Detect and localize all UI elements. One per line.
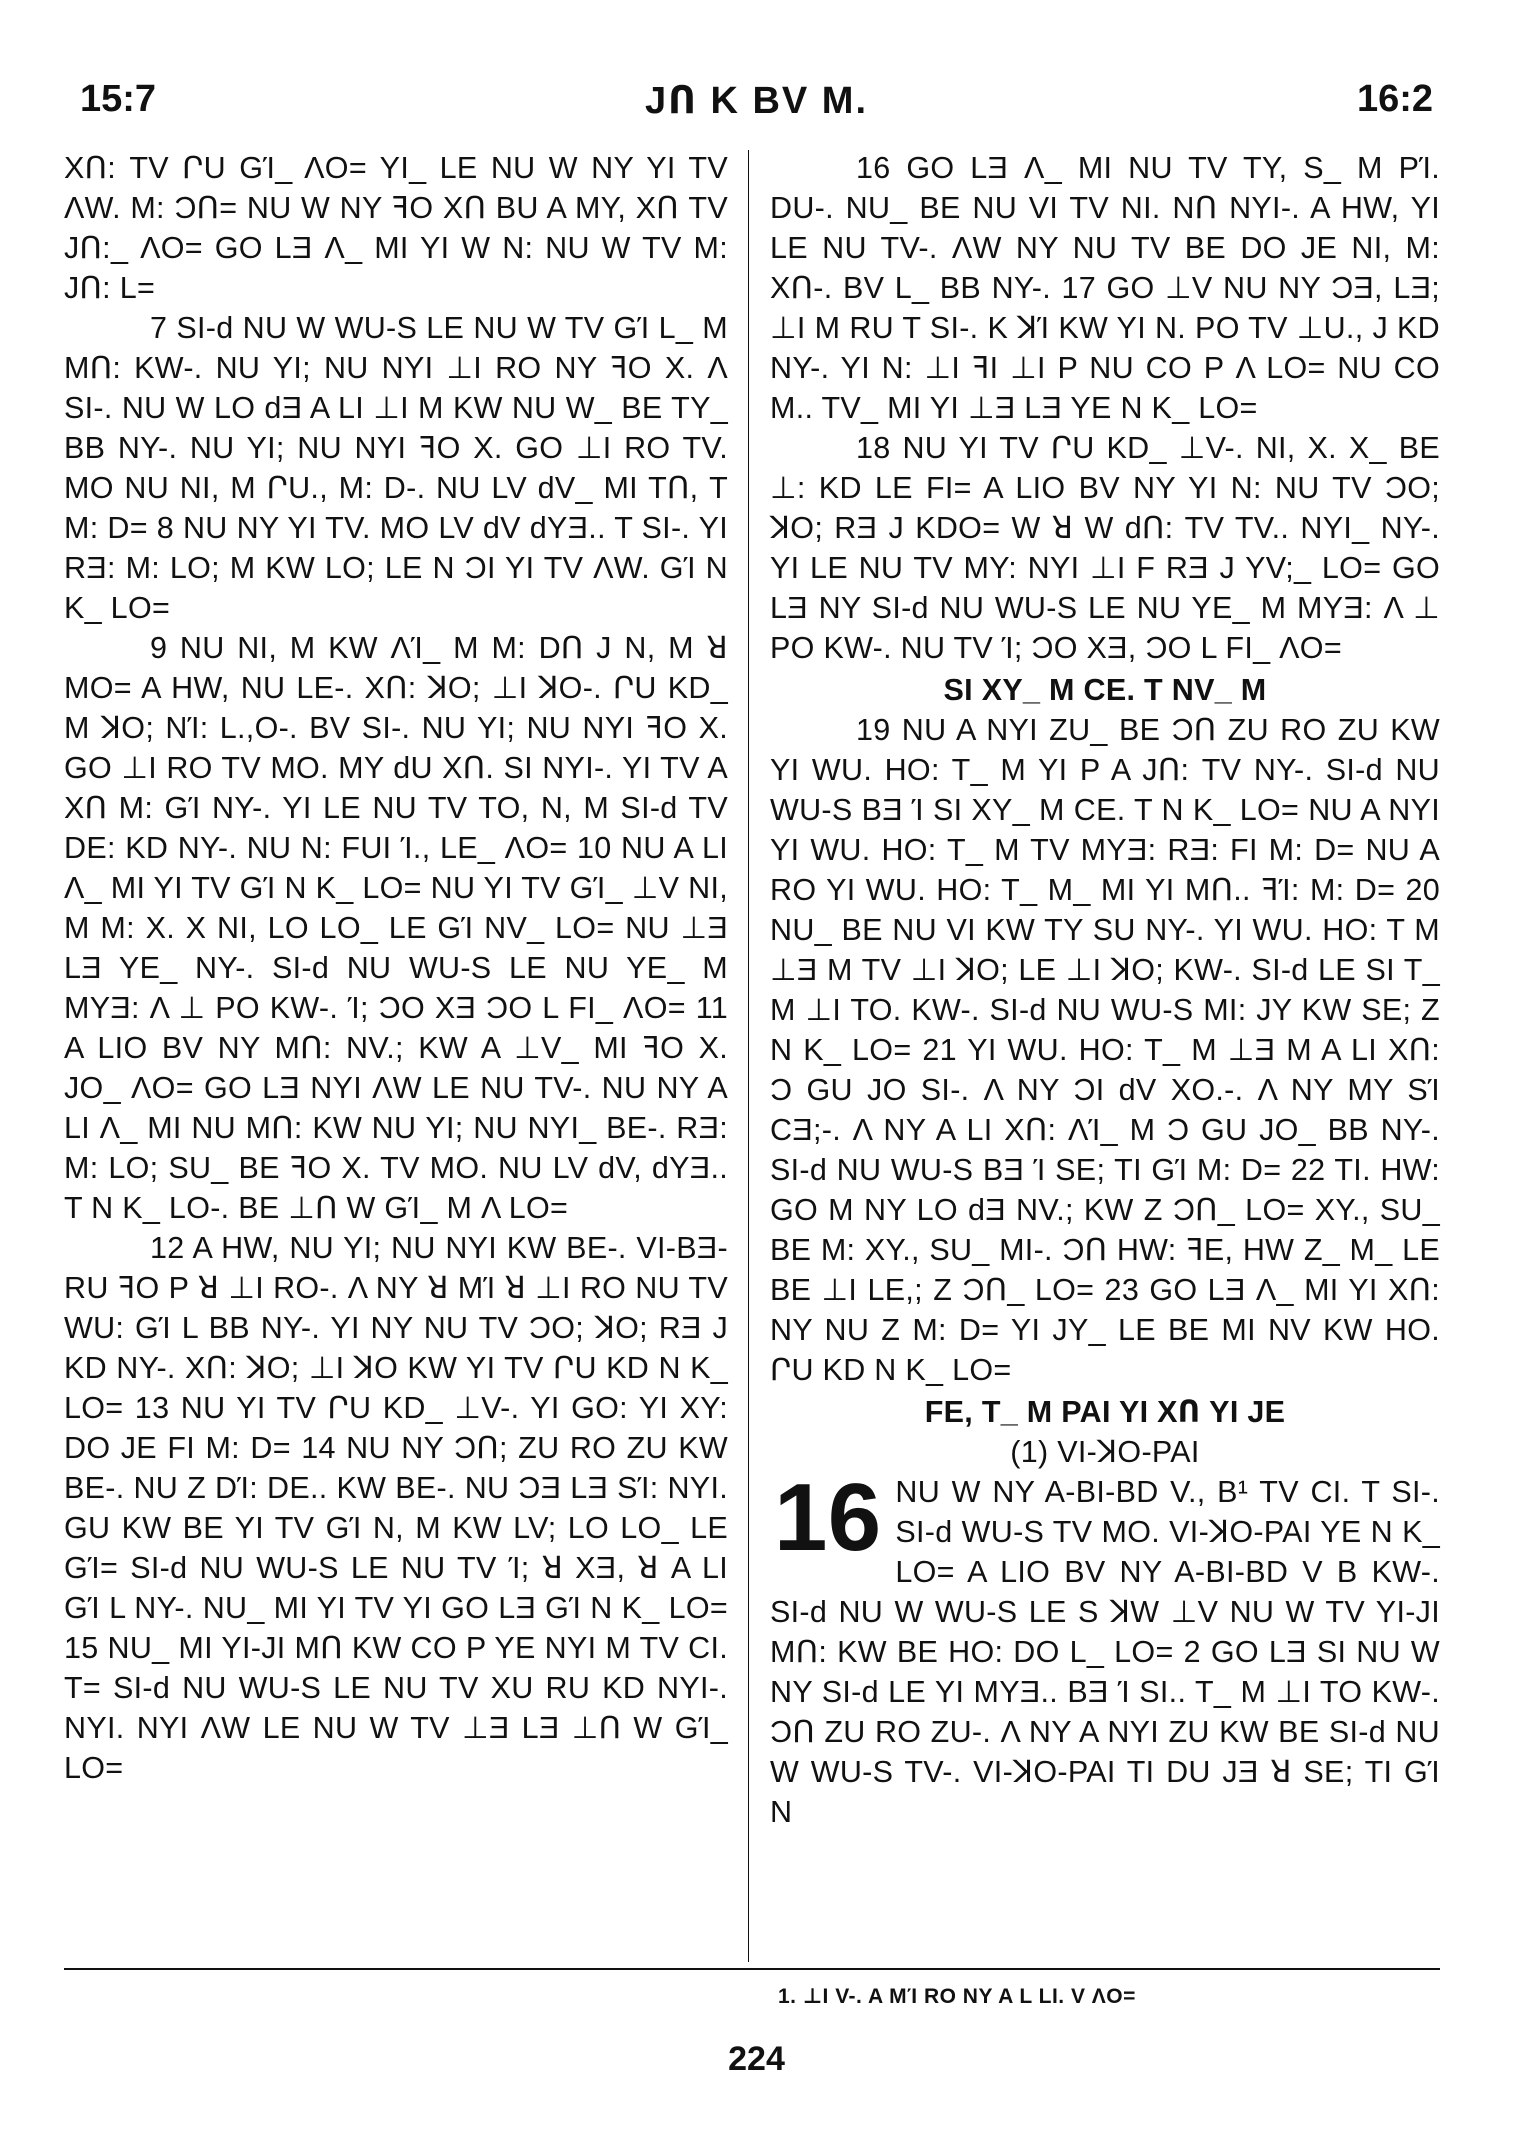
- paragraph: 9 NU NI, M KW ΛΊ_ M M: DՈ J N, M ꓤ MO= A HW, NU LE-. XՈ: ꓘO; ⊥I ꓘO-. ՐU KD_ M ꓘO; NΊ: L.,O-. BV SI-. NU YI; NU NYI ꟻO X. GO ⊥I RO TV MO. MY dU XՈ. SI NYI-. YI TV A XՈ M: GΊ NY-. YI LE NU TV TO, N, M SI-d TV DE: KD NY-. NU N: FUI Ί., LE_ ΛO= 10 NU A LI Λ_ MI YI TV GΊ N K_ LO= NU YI TV GΊ_ ⊥V NI, M M: X. X NI, LO LO_ LE GΊ NV_ LO= NU ⊥Ǝ LƎ YE_ NY-. SI-d NU WU-S LE NU YE_ M MYƎ: Λ ⊥ PO KW-. Ί; ϽO XƎ ϽO L FI_ ΛO= 11 A LIO BV NY MՈ: NV.; KW A ⊥V_ MI ꟻO X. JO_ ΛO= GO LƎ NYI ΛW LE NU TV-. NU NY A LI Λ_ MI NU MՈ: KW NU YI; NU NYI_ BE-. RƎ: M: LO; SU_ BE ꟻO X. TV MO. NU LV dV, dYƎ.. T N K_ LO-. BE ⊥Ո W GΊ_ M Λ LO=: [64, 631, 728, 1225]
- paragraph: 12 A HW, NU YI; NU NYI KW BE-. VI-BƎ-RU ꟻO P ꓤ ⊥I RO-. Λ NY ꓤ MΊ ꓤ ⊥I RO NU TV WU: GΊ L BB NY-. YI NY NU TV ϽO; ꓘO; RƎ J KD NY-. XՈ: ꓘO; ⊥I ꓘO KW YI TV ՐU KD N K_ LO= 13 NU YI TV ՐU KD_ ⊥V-. YI GO: YI XY: DO JE FI M: D= 14 NU NY ϽՈ; ZU RO ZU KW BE-. NU Z DΊ: DE.. KW BE-. NU ϽƎ LƎ SΊ: NYI. GU KW BE YI TV GΊ N, M KW LV; LO LO_ LE GΊ= SI-d NU WU-S LE NU TV Ί; ꓤ XƎ, ꓤ A LI GΊ L NY-. NU_ MI YI TV YI GO LƎ GΊ N K_ LO= 15 NU_ MI YI-JI MՈ KW CO P YE NYI M TV CI. T= SI-d NU WU-S LE NU TV XU RU KD NYI-. NYI. NYI ΛW LE NU W TV ⊥Ǝ LƎ ⊥Ո W GΊ_ LO=: [64, 1231, 728, 1785]
- chapter-number: 16: [774, 1464, 882, 1571]
- section-heading: FE, T_ M PAI YI XՈ YI JE: [924, 1395, 1286, 1429]
- right-column: [770, 148, 1440, 1832]
- subsection-heading: (1) VI-ꓘO-PAI: [1010, 1435, 1200, 1469]
- section-heading: SI XY_ M CE. T NV_ M: [943, 673, 1267, 707]
- paragraph: XՈ: TV ՐU GΊ_ ΛO= YI_ LE NU W NY YI TV ΛW. M: ϽՈ= NU W NY ꟻO XՈ BU A MY, XՈ TV JՈ:_ ΛO= GO LƎ Λ_ MI YI W N: NU W TV M: JՈ: L=: [64, 151, 728, 305]
- paragraph: 7 SI-d NU W WU-S LE NU W TV GΊ L_ M MՈ: KW-. NU YI; NU NYI ⊥I RO NY ꟻO X. Λ SI-. NU W LO dƎ A LI ⊥I M KW NU W_ BE TY_ BB NY-. NU YI; NU NYI ꟻO X. GO ⊥I RO TV. MO NU NI, M ՐU., M: D-. NU LV dV_ MI TՈ, T M: D= 8 NU NY YI TV. MO LV dV dYƎ.. T SI-. YI RƎ: M: LO; M KW LO; LE N ϽI YI TV ΛW. GΊ N K_ LO=: [64, 311, 728, 625]
- paragraph: 18 NU YI TV ՐU KD_ ⊥V-. NI, X. X_ BE ⊥: KD LE FI= A LIO BV NY YI N: NU TV ϽO; ꓘO; RƎ J KDO= W ꓤ W dՈ: TV TV.. NYI_ NY-. YI LE NU TV MY: NYI ⊥I F RƎ J YV;_ LO= GO LƎ NY SI-d NU WU-S LE NU YE_ M MYƎ: Λ ⊥ PO KW-. NU TV Ί; ϽO XƎ, ϽO L FI_ ΛO=: [770, 431, 1440, 665]
- footnote: 1. ⊥I V-. A MΊ RO NY A L LI. V ΛO=: [778, 1985, 1136, 2008]
- paragraph: 16 GO LƎ Λ_ MI NU TV TY, S_ M PΊ. DU-. NU_ BE NU VI TV NI. NՈ NYI-. A HW, YI LE NU TV-. ΛW NY NU TV BE DO JE NI, M: XՈ-. BV L_ BB NY-. 17 GO ⊥V NU NY ϽƎ, LƎ; ⊥I M RU T SI-. K ꓘΊ KW YI N. PO TV ⊥U., J KD NY-. YI N: ⊥I ꟻI ⊥I P NU CO P Λ LO= NU CO M.. TV_ MI YI ⊥Ǝ LƎ YE N K_ LO=: [770, 151, 1440, 425]
- header-left-reference: 15:7: [80, 78, 157, 120]
- header-book-title: JՈ K BV M.: [644, 80, 869, 122]
- header-right-reference: 16:2: [1356, 78, 1433, 120]
- footnote-rule: [64, 1968, 1440, 1970]
- running-header: [80, 70, 1433, 130]
- page-number: 224: [728, 2040, 785, 2078]
- column-divider: [748, 150, 749, 1962]
- left-column: [64, 148, 728, 1788]
- chapter-paragraph: [770, 1464, 1440, 1832]
- chapter-text: NU W NY A-BI-BD V., B¹ TV CI. T SI-. SI-d WU-S TV MO. VI-ꓘO-PAI YE N K_ LO= A LIO BV NY A-BI-BD V B KW-. SI-d NU W WU-S LE S ꓘW ⊥V NU W TV YI-JI MՈ: KW BE HO: DO L_ LO= 2 GO LƎ SI NU W NY SI-d LE YI MYƎ.. BƎ Ί SI.. T_ M ⊥I TO KW-. ϽՈ ZU RO ZU-. Λ NY A NYI ZU KW BE SI-d NU W WU-S TV-. VI-ꓘO-PAI TI DU JƎ ꓤ SE; TI GΊ N: [770, 1475, 1440, 1829]
- paragraph: 19 NU A NYI ZU_ BE ϽՈ ZU RO ZU KW YI WU. HO: T_ M YI P A JՈ: TV NY-. SI-d NU WU-S BƎ Ί SI XY_ M CE. T N K_ LO= NU A NYI YI WU. HO: T_ M TV MYƎ: RƎ: FI M: D= NU A RO YI WU. HO: T_ M_ MI YI MՈ.. ꟻΊ: M: D= 20 NU_ BE NU VI KW TY SU NY-. YI WU. HO: T M ⊥Ǝ M TV ⊥I ꓘO; LE ⊥I ꓘO; KW-. SI-d LE SI T_ M ⊥I TO. KW-. SI-d NU WU-S MI: JY KW SE; Z N K_ LO= 21 YI WU. HO: T_ M ⊥Ǝ M A LI XՈ: Ͻ GU JO SI-. Λ NY ϽI dV XO.-. Λ NY MY SΊ CƎ;-. Λ NY A LI XՈ: ΛΊ_ M Ͻ GU JO_ BB NY-. SI-d NU WU-S BƎ Ί SE; TI GΊ M: D= 22 TI. HW: GO M NY LO dƎ NV.; KW Z ϽՈ_ LO= XY., SU_ BE M: XY., SU_ MI-. ϽՈ HW: ꟻE, HW Z_ M_ LE BE ⊥I LE,; Z ϽՈ_ LO= 23 GO LƎ Λ_ MI YI XՈ: NY NU Z M: D= YI JY_ LE BE MI NV KW HO. ՐU KD N K_ LO=: [770, 713, 1440, 1387]
